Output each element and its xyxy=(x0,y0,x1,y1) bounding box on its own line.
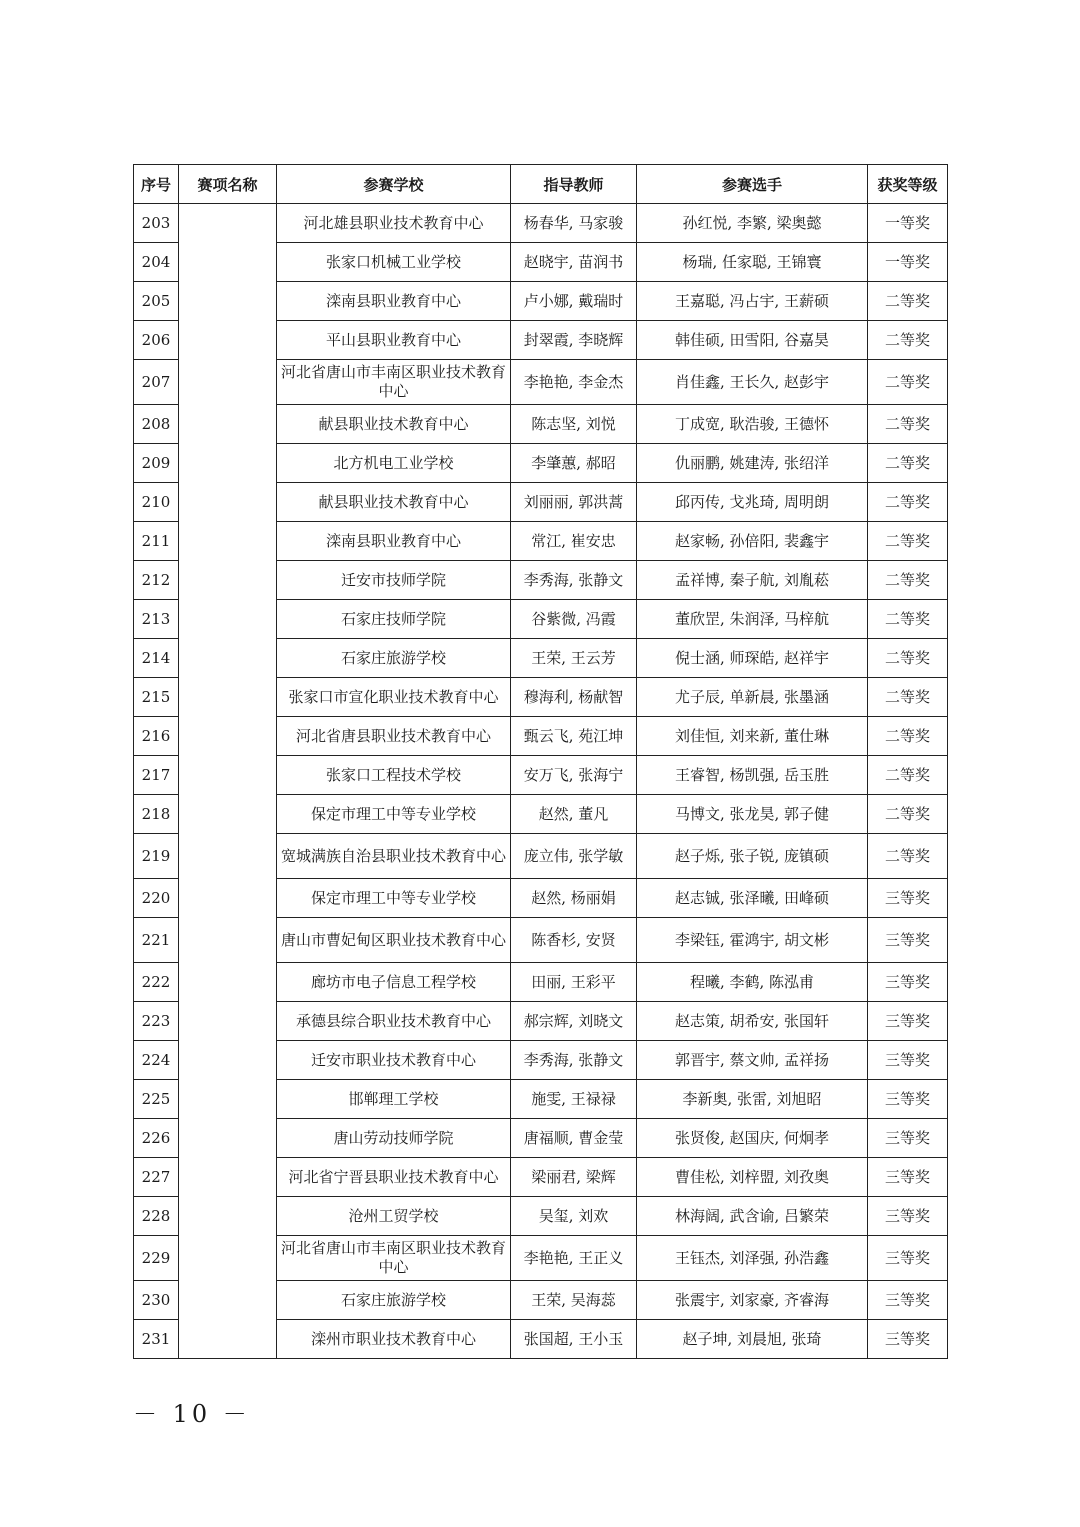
header-award-level: 获奖等级 xyxy=(868,165,948,204)
students-cell: 赵子坤, 刘晨旭, 张琦 xyxy=(637,1320,868,1359)
serial-cell: 227 xyxy=(134,1158,179,1197)
award-level-cell: 二等奖 xyxy=(868,522,948,561)
award-level-cell: 三等奖 xyxy=(868,1119,948,1158)
students-cell: 马博文, 张龙昊, 郭子健 xyxy=(637,795,868,834)
students-cell: 王钰杰, 刘泽强, 孙浩鑫 xyxy=(637,1236,868,1281)
school-cell: 承德县综合职业技术教育中心 xyxy=(277,1002,511,1041)
serial-cell: 207 xyxy=(134,360,179,405)
students-cell: 刘佳恒, 刘来新, 董仕琳 xyxy=(637,717,868,756)
school-cell: 河北省宁晋县职业技术教育中心 xyxy=(277,1158,511,1197)
students-cell: 李梁钰, 霍鸿宇, 胡文彬 xyxy=(637,918,868,963)
serial-cell: 222 xyxy=(134,963,179,1002)
serial-cell: 224 xyxy=(134,1041,179,1080)
teachers-cell: 卢小娜, 戴瑞时 xyxy=(511,282,637,321)
serial-cell: 219 xyxy=(134,834,179,879)
school-cell: 张家口工程技术学校 xyxy=(277,756,511,795)
serial-cell: 204 xyxy=(134,243,179,282)
serial-cell: 220 xyxy=(134,879,179,918)
award-level-cell: 三等奖 xyxy=(868,1197,948,1236)
students-cell: 邱丙传, 戈兆琦, 周明朗 xyxy=(637,483,868,522)
students-cell: 张贤俊, 赵国庆, 何炯孝 xyxy=(637,1119,868,1158)
teachers-cell: 王荣, 王云芳 xyxy=(511,639,637,678)
students-cell: 林海阔, 武含谕, 吕繁荣 xyxy=(637,1197,868,1236)
serial-cell: 209 xyxy=(134,444,179,483)
award-level-cell: 三等奖 xyxy=(868,1080,948,1119)
serial-cell: 226 xyxy=(134,1119,179,1158)
teachers-cell: 张国超, 王小玉 xyxy=(511,1320,637,1359)
school-cell: 河北省唐县职业技术教育中心 xyxy=(277,717,511,756)
students-cell: 丁成宽, 耿浩骏, 王德怀 xyxy=(637,405,868,444)
school-cell: 献县职业技术教育中心 xyxy=(277,483,511,522)
award-level-cell: 二等奖 xyxy=(868,561,948,600)
students-cell: 赵家畅, 孙倍阳, 裴鑫宇 xyxy=(637,522,868,561)
teachers-cell: 李秀海, 张静文 xyxy=(511,561,637,600)
serial-cell: 208 xyxy=(134,405,179,444)
serial-cell: 225 xyxy=(134,1080,179,1119)
school-cell: 沧州工贸学校 xyxy=(277,1197,511,1236)
students-cell: 韩佳硕, 田雪阳, 谷嘉昊 xyxy=(637,321,868,360)
serial-cell: 221 xyxy=(134,918,179,963)
award-level-cell: 三等奖 xyxy=(868,1041,948,1080)
students-cell: 孙红悦, 李繁, 梁奥懿 xyxy=(637,204,868,243)
award-level-cell: 三等奖 xyxy=(868,918,948,963)
students-cell: 尤子辰, 单新晨, 张墨涵 xyxy=(637,678,868,717)
header-event-name: 赛项名称 xyxy=(179,165,277,204)
teachers-cell: 梁丽君, 梁辉 xyxy=(511,1158,637,1197)
award-level-cell: 二等奖 xyxy=(868,795,948,834)
school-cell: 迁安市技师学院 xyxy=(277,561,511,600)
award-level-cell: 二等奖 xyxy=(868,639,948,678)
award-level-cell: 二等奖 xyxy=(868,756,948,795)
school-cell: 保定市理工中等专业学校 xyxy=(277,795,511,834)
students-cell: 王嘉聪, 冯占宇, 王薪硕 xyxy=(637,282,868,321)
students-cell: 仇丽鹏, 姚建涛, 张绍洋 xyxy=(637,444,868,483)
school-cell: 石家庄技师学院 xyxy=(277,600,511,639)
teachers-cell: 唐福顺, 曹金莹 xyxy=(511,1119,637,1158)
students-cell: 董欣罡, 朱润泽, 马梓航 xyxy=(637,600,868,639)
header-row xyxy=(134,165,948,204)
teachers-cell: 封翠霞, 李晓辉 xyxy=(511,321,637,360)
teachers-cell: 赵晓宇, 苗润书 xyxy=(511,243,637,282)
serial-cell: 218 xyxy=(134,795,179,834)
students-cell: 郭晋宇, 蔡文帅, 孟祥扬 xyxy=(637,1041,868,1080)
serial-cell: 213 xyxy=(134,600,179,639)
award-level-cell: 三等奖 xyxy=(868,1320,948,1359)
school-cell: 平山县职业教育中心 xyxy=(277,321,511,360)
students-cell: 赵志策, 胡希安, 张国轩 xyxy=(637,1002,868,1041)
school-cell: 宽城满族自治县职业技术教育中心 xyxy=(277,834,511,879)
teachers-cell: 常江, 崔安忠 xyxy=(511,522,637,561)
table-header xyxy=(134,165,948,204)
teachers-cell: 安万飞, 张海宁 xyxy=(511,756,637,795)
award-results-table xyxy=(133,164,948,1359)
students-cell: 倪士涵, 师琛皓, 赵祥宇 xyxy=(637,639,868,678)
teachers-cell: 吴玺, 刘欢 xyxy=(511,1197,637,1236)
teachers-cell: 陈志坚, 刘悦 xyxy=(511,405,637,444)
school-cell: 河北省唐山市丰南区职业技术教育中心 xyxy=(277,1236,511,1281)
teachers-cell: 甄云飞, 苑江坤 xyxy=(511,717,637,756)
teachers-cell: 李秀海, 张静文 xyxy=(511,1041,637,1080)
teachers-cell: 刘丽丽, 郭洪蒿 xyxy=(511,483,637,522)
award-level-cell: 二等奖 xyxy=(868,600,948,639)
school-cell: 石家庄旅游学校 xyxy=(277,639,511,678)
award-level-cell: 二等奖 xyxy=(868,717,948,756)
teachers-cell: 李肇蕙, 郝昭 xyxy=(511,444,637,483)
teachers-cell: 郝宗辉, 刘晓文 xyxy=(511,1002,637,1041)
award-level-cell: 二等奖 xyxy=(868,834,948,879)
award-level-cell: 二等奖 xyxy=(868,483,948,522)
students-cell: 赵志铖, 张泽曦, 田峰硕 xyxy=(637,879,868,918)
serial-cell: 229 xyxy=(134,1236,179,1281)
school-cell: 邯郸理工学校 xyxy=(277,1080,511,1119)
serial-cell: 203 xyxy=(134,204,179,243)
award-level-cell: 三等奖 xyxy=(868,1002,948,1041)
award-level-cell: 三等奖 xyxy=(868,1158,948,1197)
award-level-cell: 三等奖 xyxy=(868,963,948,1002)
students-cell: 张震宇, 刘家豪, 齐睿海 xyxy=(637,1281,868,1320)
serial-cell: 206 xyxy=(134,321,179,360)
serial-cell: 205 xyxy=(134,282,179,321)
page-number: － 10 － xyxy=(133,1400,251,1428)
school-cell: 滦州市职业技术教育中心 xyxy=(277,1320,511,1359)
school-cell: 河北省唐山市丰南区职业技术教育中心 xyxy=(277,360,511,405)
teachers-cell: 田丽, 王彩平 xyxy=(511,963,637,1002)
students-cell: 肖佳鑫, 王长久, 赵彭宇 xyxy=(637,360,868,405)
students-cell: 李新奥, 张雷, 刘旭昭 xyxy=(637,1080,868,1119)
award-level-cell: 二等奖 xyxy=(868,444,948,483)
students-cell: 赵子烁, 张子锐, 庞镇硕 xyxy=(637,834,868,879)
school-cell: 迁安市职业技术教育中心 xyxy=(277,1041,511,1080)
award-level-cell: 二等奖 xyxy=(868,282,948,321)
teachers-cell: 李艳艳, 王正义 xyxy=(511,1236,637,1281)
header-school: 参赛学校 xyxy=(277,165,511,204)
students-cell: 程曦, 李鹤, 陈泓甫 xyxy=(637,963,868,1002)
award-level-cell: 一等奖 xyxy=(868,243,948,282)
students-cell: 杨瑞, 任家聪, 王锦寰 xyxy=(637,243,868,282)
award-level-cell: 一等奖 xyxy=(868,204,948,243)
serial-cell: 210 xyxy=(134,483,179,522)
school-cell: 廊坊市电子信息工程学校 xyxy=(277,963,511,1002)
award-level-cell: 二等奖 xyxy=(868,360,948,405)
students-cell: 孟祥博, 秦子航, 刘胤菘 xyxy=(637,561,868,600)
students-cell: 曹佳松, 刘梓盟, 刘孜奥 xyxy=(637,1158,868,1197)
award-level-cell: 三等奖 xyxy=(868,1281,948,1320)
teachers-cell: 赵然, 杨丽娟 xyxy=(511,879,637,918)
teachers-cell: 穆海利, 杨献智 xyxy=(511,678,637,717)
school-cell: 河北雄县职业技术教育中心 xyxy=(277,204,511,243)
teachers-cell: 杨春华, 马家骏 xyxy=(511,204,637,243)
teachers-cell: 施雯, 王禄禄 xyxy=(511,1080,637,1119)
school-cell: 张家口机械工业学校 xyxy=(277,243,511,282)
teachers-cell: 李艳艳, 李金杰 xyxy=(511,360,637,405)
school-cell: 献县职业技术教育中心 xyxy=(277,405,511,444)
school-cell: 保定市理工中等专业学校 xyxy=(277,879,511,918)
serial-cell: 216 xyxy=(134,717,179,756)
event-name-cell xyxy=(179,204,277,1359)
school-cell: 张家口市宣化职业技术教育中心 xyxy=(277,678,511,717)
serial-cell: 212 xyxy=(134,561,179,600)
teachers-cell: 赵然, 董凡 xyxy=(511,795,637,834)
serial-cell: 228 xyxy=(134,1197,179,1236)
award-level-cell: 三等奖 xyxy=(868,1236,948,1281)
school-cell: 滦南县职业教育中心 xyxy=(277,522,511,561)
teachers-cell: 陈香杉, 安贤 xyxy=(511,918,637,963)
header-teachers: 指导教师 xyxy=(511,165,637,204)
teachers-cell: 庞立伟, 张学敏 xyxy=(511,834,637,879)
header-students: 参赛选手 xyxy=(637,165,868,204)
serial-cell: 217 xyxy=(134,756,179,795)
school-cell: 唐山市曹妃甸区职业技术教育中心 xyxy=(277,918,511,963)
header-serial: 序号 xyxy=(134,165,179,204)
award-level-cell: 二等奖 xyxy=(868,321,948,360)
serial-cell: 211 xyxy=(134,522,179,561)
school-cell: 北方机电工业学校 xyxy=(277,444,511,483)
table-row xyxy=(134,204,948,243)
serial-cell: 231 xyxy=(134,1320,179,1359)
serial-cell: 223 xyxy=(134,1002,179,1041)
school-cell: 唐山劳动技师学院 xyxy=(277,1119,511,1158)
school-cell: 滦南县职业教育中心 xyxy=(277,282,511,321)
serial-cell: 214 xyxy=(134,639,179,678)
teachers-cell: 王荣, 吴海蕊 xyxy=(511,1281,637,1320)
serial-cell: 230 xyxy=(134,1281,179,1320)
school-cell: 石家庄旅游学校 xyxy=(277,1281,511,1320)
serial-cell: 215 xyxy=(134,678,179,717)
award-level-cell: 二等奖 xyxy=(868,678,948,717)
award-level-cell: 三等奖 xyxy=(868,879,948,918)
students-cell: 王睿智, 杨凯强, 岳玉胜 xyxy=(637,756,868,795)
award-level-cell: 二等奖 xyxy=(868,405,948,444)
teachers-cell: 谷紫微, 冯霞 xyxy=(511,600,637,639)
table-body xyxy=(134,204,948,1359)
